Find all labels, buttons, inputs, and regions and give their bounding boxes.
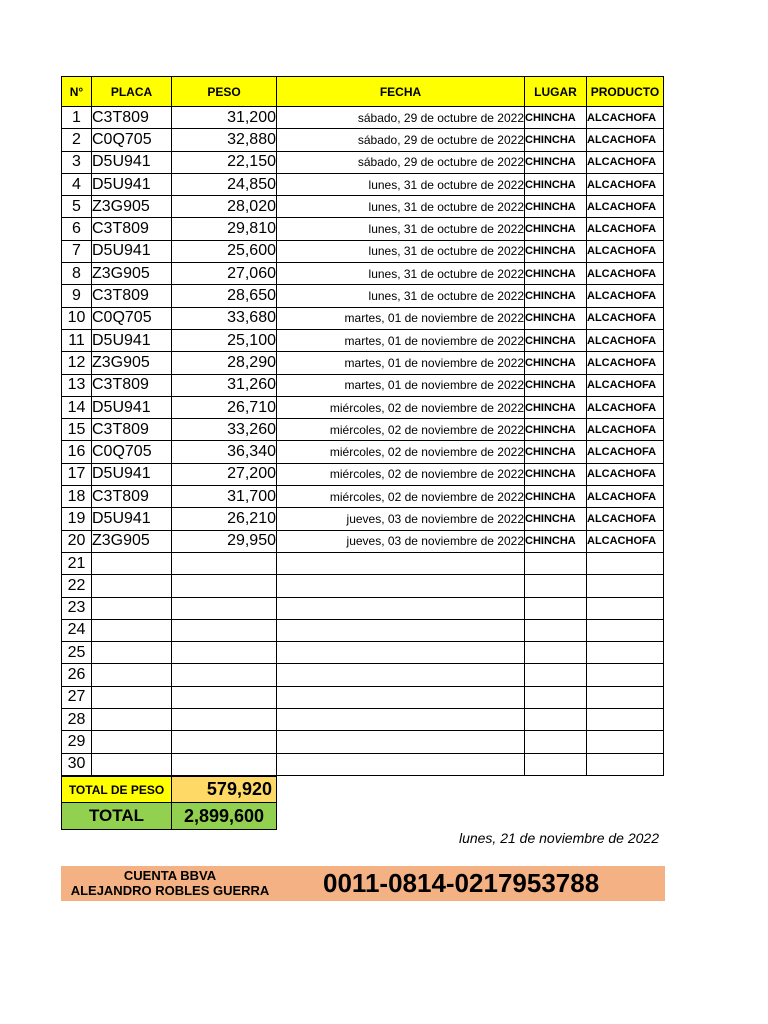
cell-producto: ALCACHOFA [587, 129, 664, 151]
cell-producto: ALCACHOFA [587, 218, 664, 240]
cell-num: 11 [62, 329, 92, 351]
cell-placa: C0Q705 [92, 441, 172, 463]
cell-peso: 27,060 [172, 263, 277, 285]
table-row [62, 642, 664, 664]
cell-lugar: CHINCHA [525, 107, 587, 129]
cell-lugar [525, 552, 587, 574]
cell-fecha [277, 686, 525, 708]
cell-fecha: miércoles, 02 de noviembre de 2022 [277, 463, 525, 485]
cell-fecha: sábado, 29 de octubre de 2022 [277, 107, 525, 129]
cell-fecha [277, 709, 525, 731]
total-peso-value: 579,920 [171, 776, 277, 803]
cell-lugar: CHINCHA [525, 196, 587, 218]
table-row [62, 419, 664, 441]
cell-fecha [277, 731, 525, 753]
cell-placa: C0Q705 [92, 129, 172, 151]
table-row [62, 329, 664, 351]
cell-producto: ALCACHOFA [587, 196, 664, 218]
header-placa: PLACA [92, 77, 172, 107]
cell-fecha: miércoles, 02 de noviembre de 2022 [277, 486, 525, 508]
cell-peso: 32,880 [172, 129, 277, 151]
cell-producto: ALCACHOFA [587, 352, 664, 374]
cell-placa: C0Q705 [92, 307, 172, 329]
cell-producto: ALCACHOFA [587, 307, 664, 329]
cell-fecha: miércoles, 02 de noviembre de 2022 [277, 419, 525, 441]
table-row [62, 173, 664, 195]
cell-lugar: CHINCHA [525, 151, 587, 173]
table-row [62, 151, 664, 173]
cell-placa [92, 709, 172, 731]
total-peso-label: TOTAL DE PESO [61, 776, 172, 803]
cell-fecha [277, 575, 525, 597]
cell-producto [587, 642, 664, 664]
cell-producto [587, 709, 664, 731]
table-row [62, 307, 664, 329]
cell-num: 13 [62, 374, 92, 396]
header-fecha: FECHA [277, 77, 525, 107]
table-row [62, 240, 664, 262]
cell-placa [92, 664, 172, 686]
cell-lugar: CHINCHA [525, 374, 587, 396]
cell-placa [92, 686, 172, 708]
header-peso: PESO [172, 77, 277, 107]
cell-producto: ALCACHOFA [587, 329, 664, 351]
cell-lugar: CHINCHA [525, 240, 587, 262]
cell-placa: C3T809 [92, 419, 172, 441]
cell-producto: ALCACHOFA [587, 285, 664, 307]
table-row [62, 285, 664, 307]
cell-num: 18 [62, 486, 92, 508]
cell-peso: 33,260 [172, 419, 277, 441]
table-row [62, 709, 664, 731]
cell-num: 17 [62, 463, 92, 485]
table-row [62, 753, 664, 775]
cell-num: 4 [62, 173, 92, 195]
cell-peso: 31,200 [172, 107, 277, 129]
account-number: 0011-0814-0217953788 [323, 868, 600, 898]
cell-num: 26 [62, 664, 92, 686]
cell-peso [172, 709, 277, 731]
cell-producto [587, 686, 664, 708]
cell-producto: ALCACHOFA [587, 396, 664, 418]
cell-num: 12 [62, 352, 92, 374]
cell-producto [587, 753, 664, 775]
table-row [62, 686, 664, 708]
cell-fecha [277, 642, 525, 664]
cell-peso [172, 664, 277, 686]
cell-fecha: lunes, 31 de octubre de 2022 [277, 285, 525, 307]
cell-placa: D5U941 [92, 329, 172, 351]
cell-fecha: lunes, 31 de octubre de 2022 [277, 196, 525, 218]
total-label: TOTAL [61, 802, 172, 830]
table-row [62, 129, 664, 151]
cell-fecha [277, 619, 525, 641]
cell-placa: C3T809 [92, 107, 172, 129]
cell-peso [172, 619, 277, 641]
cell-fecha: lunes, 31 de octubre de 2022 [277, 263, 525, 285]
cell-peso: 31,260 [172, 374, 277, 396]
cell-num: 5 [62, 196, 92, 218]
cell-lugar: CHINCHA [525, 441, 587, 463]
table-row [62, 374, 664, 396]
cell-placa: C3T809 [92, 374, 172, 396]
cell-placa: D5U941 [92, 396, 172, 418]
cell-num: 10 [62, 307, 92, 329]
cell-peso: 28,020 [172, 196, 277, 218]
table-row [62, 441, 664, 463]
cell-fecha: lunes, 31 de octubre de 2022 [277, 218, 525, 240]
cell-producto: ALCACHOFA [587, 107, 664, 129]
cell-fecha: lunes, 31 de octubre de 2022 [277, 240, 525, 262]
cell-lugar: CHINCHA [525, 530, 587, 552]
table-row [62, 263, 664, 285]
cell-peso: 31,700 [172, 486, 277, 508]
cell-placa [92, 619, 172, 641]
cell-peso: 33,680 [172, 307, 277, 329]
cell-producto: ALCACHOFA [587, 151, 664, 173]
weights-table [61, 76, 664, 776]
cell-producto: ALCACHOFA [587, 419, 664, 441]
cell-placa: D5U941 [92, 508, 172, 530]
cell-lugar: CHINCHA [525, 307, 587, 329]
bank-holder [61, 868, 279, 898]
cell-num: 1 [62, 107, 92, 129]
cell-peso: 26,710 [172, 396, 277, 418]
cell-lugar: CHINCHA [525, 508, 587, 530]
cell-producto: ALCACHOFA [587, 263, 664, 285]
table-row [62, 619, 664, 641]
cell-producto: ALCACHOFA [587, 486, 664, 508]
cell-lugar [525, 753, 587, 775]
table-row [62, 597, 664, 619]
cell-lugar: CHINCHA [525, 419, 587, 441]
cell-lugar: CHINCHA [525, 486, 587, 508]
cell-placa: Z3G905 [92, 352, 172, 374]
cell-lugar: CHINCHA [525, 329, 587, 351]
cell-num: 23 [62, 597, 92, 619]
cell-peso: 28,290 [172, 352, 277, 374]
cell-fecha: martes, 01 de noviembre de 2022 [277, 374, 525, 396]
cell-peso: 22,150 [172, 151, 277, 173]
cell-placa [92, 753, 172, 775]
cell-lugar: CHINCHA [525, 218, 587, 240]
cell-peso [172, 686, 277, 708]
cell-fecha: miércoles, 02 de noviembre de 2022 [277, 441, 525, 463]
cell-fecha [277, 664, 525, 686]
table-row [62, 552, 664, 574]
cell-placa: Z3G905 [92, 263, 172, 285]
table-row [62, 463, 664, 485]
table-row [62, 218, 664, 240]
cell-num: 2 [62, 129, 92, 151]
cell-placa: D5U941 [92, 240, 172, 262]
table-row [62, 107, 664, 129]
cell-peso: 29,810 [172, 218, 277, 240]
cell-peso [172, 575, 277, 597]
cell-fecha: jueves, 03 de noviembre de 2022 [277, 508, 525, 530]
cell-placa [92, 552, 172, 574]
cell-fecha: lunes, 31 de octubre de 2022 [277, 173, 525, 195]
header-row [62, 77, 664, 107]
table-row [62, 731, 664, 753]
cell-producto [587, 597, 664, 619]
cell-num: 7 [62, 240, 92, 262]
cell-num: 24 [62, 619, 92, 641]
table-row [62, 508, 664, 530]
cell-peso: 25,100 [172, 329, 277, 351]
cell-fecha: jueves, 03 de noviembre de 2022 [277, 530, 525, 552]
cell-placa [92, 575, 172, 597]
cell-num: 28 [62, 709, 92, 731]
header-lugar: LUGAR [525, 77, 587, 107]
cell-num: 30 [62, 753, 92, 775]
cell-num: 15 [62, 419, 92, 441]
cell-peso: 25,600 [172, 240, 277, 262]
cell-placa [92, 597, 172, 619]
cell-placa [92, 731, 172, 753]
cell-fecha: martes, 01 de noviembre de 2022 [277, 307, 525, 329]
cell-lugar [525, 575, 587, 597]
cell-fecha: miércoles, 02 de noviembre de 2022 [277, 396, 525, 418]
cell-producto: ALCACHOFA [587, 508, 664, 530]
cell-peso: 27,200 [172, 463, 277, 485]
cell-peso: 24,850 [172, 173, 277, 195]
report-date: lunes, 21 de noviembre de 2022 [458, 830, 659, 846]
cell-fecha: martes, 01 de noviembre de 2022 [277, 352, 525, 374]
cell-num: 16 [62, 441, 92, 463]
cell-lugar: CHINCHA [525, 173, 587, 195]
cell-placa: Z3G905 [92, 530, 172, 552]
bank-account-box [61, 866, 665, 901]
cell-fecha [277, 597, 525, 619]
cell-fecha: sábado, 29 de octubre de 2022 [277, 129, 525, 151]
cell-peso [172, 731, 277, 753]
cell-placa: C3T809 [92, 285, 172, 307]
account-holder-name: ALEJANDRO ROBLES GUERRA [70, 883, 270, 898]
cell-peso: 26,210 [172, 508, 277, 530]
cell-lugar [525, 686, 587, 708]
table-row [62, 575, 664, 597]
cell-fecha: sábado, 29 de octubre de 2022 [277, 151, 525, 173]
cell-lugar: CHINCHA [525, 129, 587, 151]
cell-placa: Z3G905 [92, 196, 172, 218]
table-row [62, 396, 664, 418]
cell-producto: ALCACHOFA [587, 441, 664, 463]
cell-peso [172, 552, 277, 574]
cell-producto [587, 575, 664, 597]
cell-lugar: CHINCHA [525, 463, 587, 485]
table-row [62, 352, 664, 374]
header-num: N° [62, 77, 92, 107]
cell-placa [92, 642, 172, 664]
cell-placa: D5U941 [92, 151, 172, 173]
cell-num: 14 [62, 396, 92, 418]
cell-peso: 29,950 [172, 530, 277, 552]
cell-producto [587, 731, 664, 753]
cell-fecha [277, 753, 525, 775]
cell-lugar [525, 731, 587, 753]
cell-lugar [525, 619, 587, 641]
cell-lugar: CHINCHA [525, 396, 587, 418]
cell-peso [172, 597, 277, 619]
cell-num: 21 [62, 552, 92, 574]
cell-placa: C3T809 [92, 218, 172, 240]
total-value: 2,899,600 [171, 802, 277, 830]
table-row [62, 664, 664, 686]
cell-lugar [525, 664, 587, 686]
cell-peso: 36,340 [172, 441, 277, 463]
cell-lugar [525, 709, 587, 731]
cell-peso: 28,650 [172, 285, 277, 307]
cell-fecha [277, 552, 525, 574]
cell-producto: ALCACHOFA [587, 173, 664, 195]
cell-producto [587, 664, 664, 686]
cell-producto [587, 619, 664, 641]
cell-producto: ALCACHOFA [587, 463, 664, 485]
bank-name: CUENTA BBVA [123, 868, 217, 883]
cell-num: 8 [62, 263, 92, 285]
cell-lugar: CHINCHA [525, 285, 587, 307]
cell-num: 3 [62, 151, 92, 173]
cell-producto [587, 552, 664, 574]
table-row [62, 196, 664, 218]
cell-producto: ALCACHOFA [587, 240, 664, 262]
cell-lugar [525, 642, 587, 664]
cell-num: 19 [62, 508, 92, 530]
cell-num: 9 [62, 285, 92, 307]
cell-lugar [525, 597, 587, 619]
cell-lugar: CHINCHA [525, 352, 587, 374]
header-producto: PRODUCTO [587, 77, 664, 107]
cell-producto: ALCACHOFA [587, 530, 664, 552]
cell-peso [172, 753, 277, 775]
cell-placa: D5U941 [92, 463, 172, 485]
cell-placa: C3T809 [92, 486, 172, 508]
cell-num: 29 [62, 731, 92, 753]
cell-num: 6 [62, 218, 92, 240]
cell-peso [172, 642, 277, 664]
cell-num: 22 [62, 575, 92, 597]
cell-num: 25 [62, 642, 92, 664]
cell-placa: D5U941 [92, 173, 172, 195]
cell-lugar: CHINCHA [525, 263, 587, 285]
table-row [62, 486, 664, 508]
table-row [62, 530, 664, 552]
cell-fecha: martes, 01 de noviembre de 2022 [277, 329, 525, 351]
cell-num: 20 [62, 530, 92, 552]
cell-producto: ALCACHOFA [587, 374, 664, 396]
cell-num: 27 [62, 686, 92, 708]
